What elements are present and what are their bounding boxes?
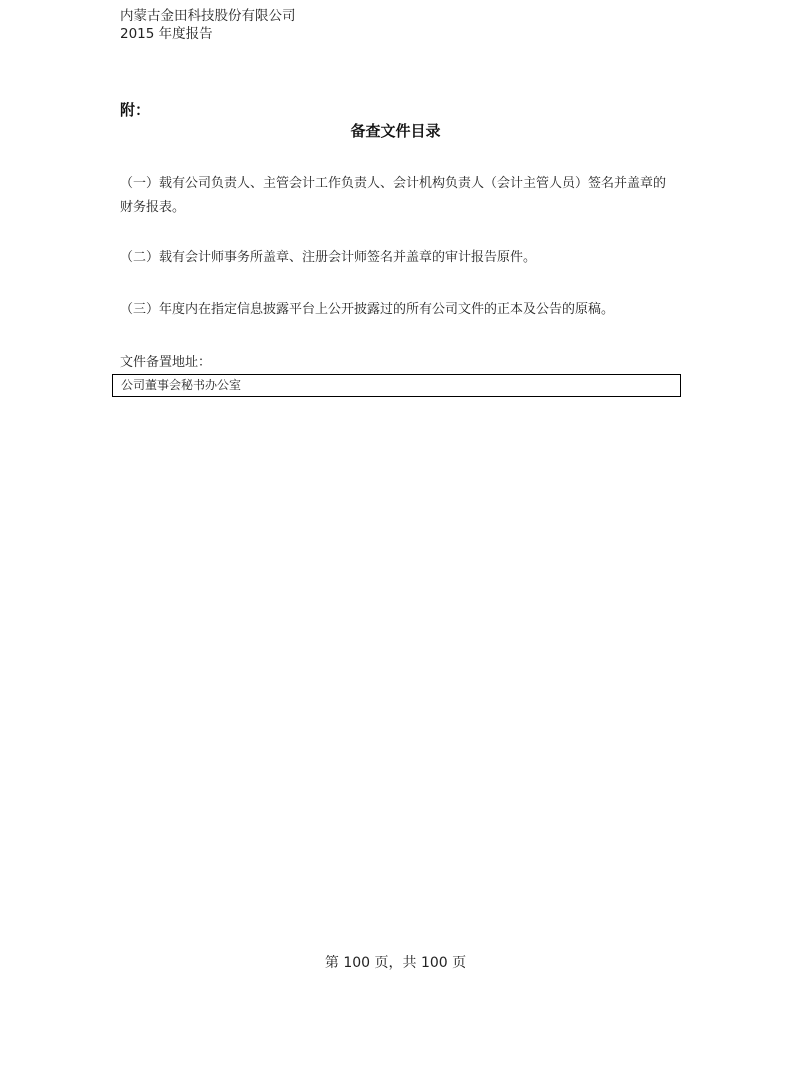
page-number: 第 100 页，共 100 页 [324, 955, 467, 971]
list-item: （二）载有会计师事务所盖章、注册会计师签名并盖章的审计报告原件。 [120, 250, 537, 265]
appendix-label: 附： [120, 101, 151, 119]
header-report: 2015 年度报告 [120, 26, 213, 42]
address-value: 公司董事会秘书办公室 [121, 378, 242, 392]
document-title: 备查文件目录 [350, 122, 441, 140]
list-item: （三）年度内在指定信息披露平台上公开披露过的所有公司文件的正本及公告的原稿。 [120, 302, 615, 317]
address-label: 文件备置地址： [120, 355, 212, 370]
list-item: （一）载有公司负责人、主管会计工作负责人、会计机构负责人（会计主管人员）签名并盖章的财务报表。 [120, 176, 667, 215]
address-box [112, 374, 681, 397]
header-company: 内蒙古金田科技股份有限公司 [120, 8, 296, 24]
